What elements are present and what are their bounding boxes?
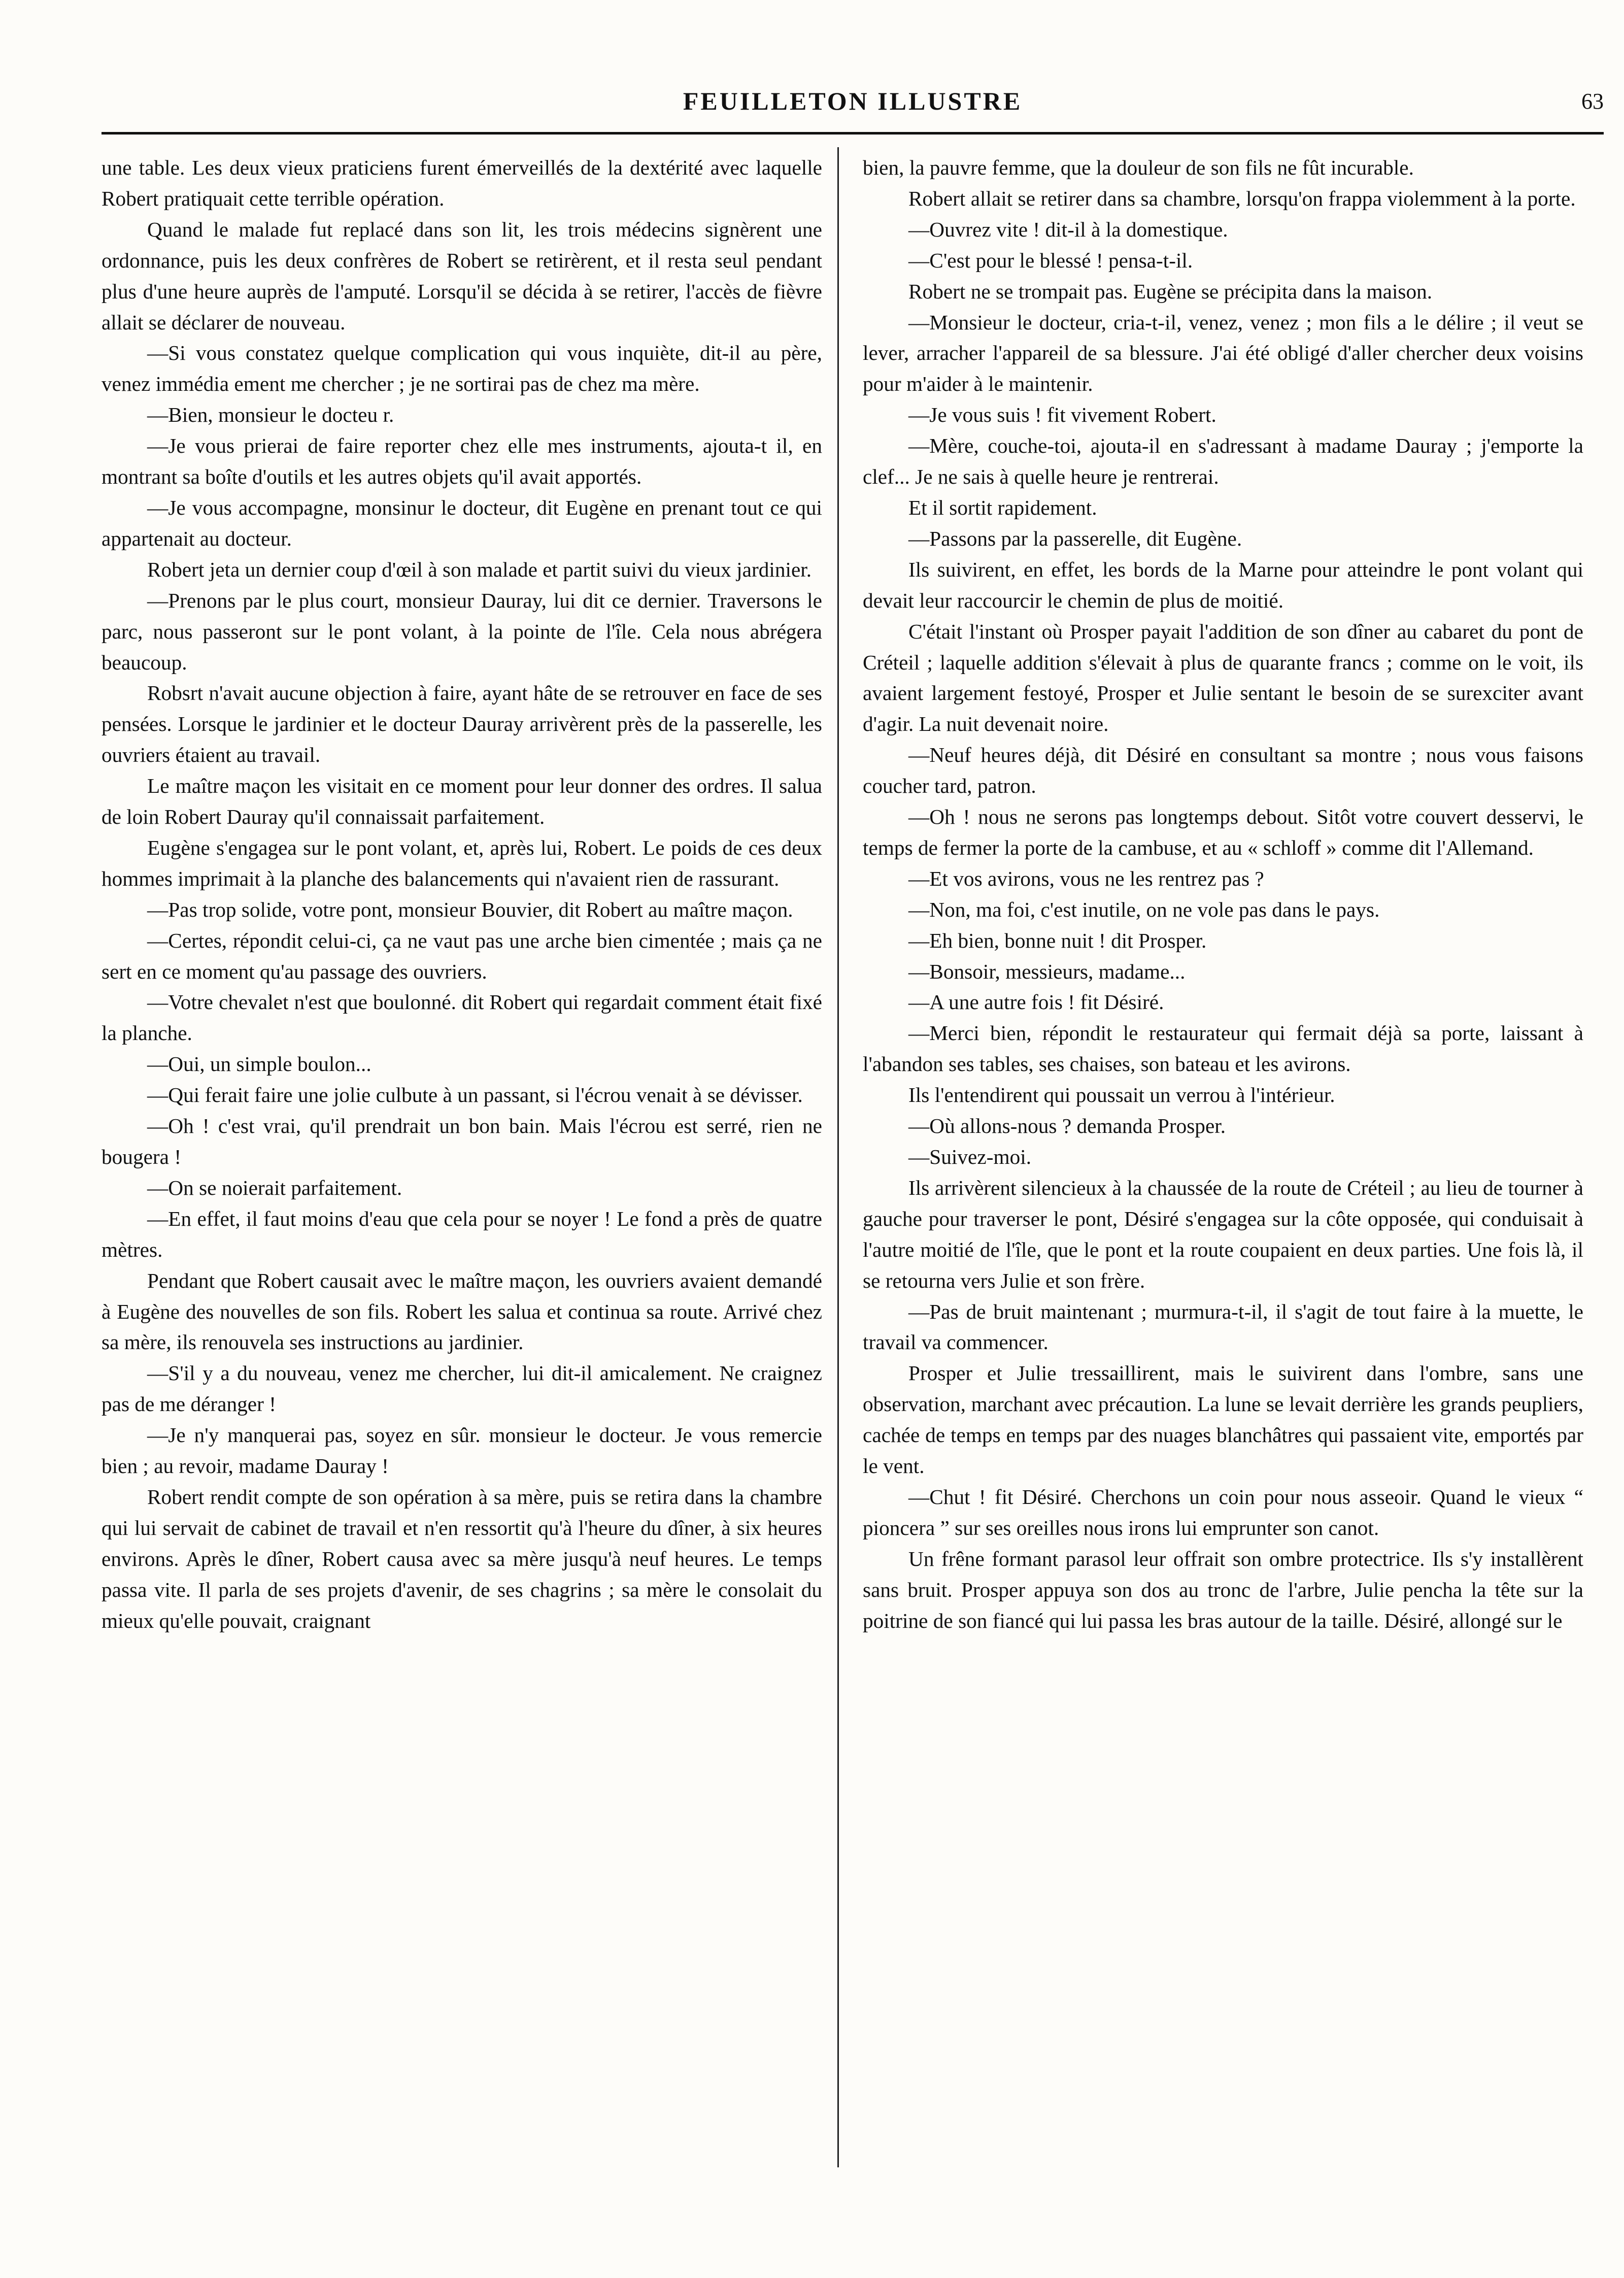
paragraph: —Ouvrez vite ! dit-il à la domestique. xyxy=(908,217,1228,241)
paragraph: —Neuf heures déjà, dit Désiré en consultant sa montre ; nous vous faisons coucher tard, patron. xyxy=(863,743,1583,798)
running-title: FEUILLETON ILLUSTRE xyxy=(683,87,1023,115)
paragraph: Robert allait se retirer dans sa chambre, lorsqu'on frappa violemment à la porte. xyxy=(908,186,1576,210)
paragraph: —Je vous accompagne, monsinur le docteur, dit Eugène en prenant tout ce qui appartenait au docteur. xyxy=(101,495,822,550)
paragraph: Pendant que Robert causait avec le maître maçon, les ouvriers avaient demandé à Eugène des nouvelles de son fils. Robert les salua et continua sa route. Arrivé chez sa mère, ils renouvela ses instructions au jardinier. xyxy=(101,1268,822,1354)
paragraph: Eugène s'engagea sur le pont volant, et, après lui, Robert. Le poids de ces deux hommes imprimait à la planche des balancements qui n'avaient rien de rassurant. xyxy=(101,835,822,890)
paragraph: Ils suivirent, en effet, les bords de la Marne pour atteindre le pont volant qui devait leur raccourcir le chemin de plus de moitié. xyxy=(863,557,1583,612)
paragraph: —Bonsoir, messieurs, madame... xyxy=(908,959,1186,983)
paragraph: —Je vous suis ! fit vivement Robert. xyxy=(908,403,1216,427)
paragraph: Ils l'entendirent qui poussait un verrou à l'intérieur. xyxy=(908,1083,1335,1107)
paragraph: bien, la pauvre femme, que la douleur de son fils ne fût incurable. xyxy=(863,156,1414,179)
paragraph: —Eh bien, bonne nuit ! dit Prosper. xyxy=(908,928,1207,952)
paragraph: —Non, ma foi, c'est inutile, on ne vole pas dans le pays. xyxy=(908,897,1380,921)
header-rule xyxy=(101,132,1604,135)
paragraph: —En effet, il faut moins d'eau que cela pour se noyer ! Le fond a près de quatre mètres. xyxy=(101,1207,822,1261)
paragraph: Robert ne se trompait pas. Eugène se précipita dans la maison. xyxy=(908,279,1433,303)
left-column xyxy=(101,152,822,1636)
paragraph: —Pas de bruit maintenant ; murmura-t-il, il s'agit de tout faire à la muette, le travail va commencer. xyxy=(863,1299,1583,1354)
paragraph: —Suivez-moi. xyxy=(908,1145,1032,1168)
paragraph: —Et vos avirons, vous ne les rentrez pas ? xyxy=(908,866,1264,890)
paragraph: —Pas trop solide, votre pont, monsieur Bouvier, dit Robert au maître maçon. xyxy=(147,897,793,921)
paragraph: —Votre chevalet n'est que boulonné. dit Robert qui regardait comment était fixé la planche. xyxy=(101,990,822,1045)
paragraph: —A une autre fois ! fit Désiré. xyxy=(908,990,1164,1014)
paragraph: Robert jeta un dernier coup d'œil à son malade et partit suivi du vieux jardinier. xyxy=(147,557,812,581)
paragraph: —Monsieur le docteur, cria-t-il, venez, venez ; mon fils a le délire ; il veut se lever, arracher l'appareil de sa blessure. J'ai été obligé d'aller chercher deux voisins pour m'aider à le maintenir. xyxy=(863,310,1583,396)
paragraph: —Qui ferait faire une jolie culbute à un passant, si l'écrou venait à se dévisser. xyxy=(147,1083,803,1107)
paragraph: —Mère, couche-toi, ajouta-il en s'adressant à madame Dauray ; j'emporte la clef... Je ne sais à quelle heure je rentrerai. xyxy=(863,434,1583,489)
paragraph: —S'il y a du nouveau, venez me chercher, lui dit-il amicalement. Ne craignez pas de me déranger ! xyxy=(101,1361,822,1416)
paragraph: une table. Les deux vieux praticiens furent émerveillés de la dextérité avec laquelle Robert pratiquait cette terrible opération. xyxy=(101,156,822,210)
paragraph: Quand le malade fut replacé dans son lit, les trois médecins signèrent une ordonnance, puis les deux confrères de Robert se retirèrent, et il resta seul pendant plus d'une heure auprès de l'amputé. Lorsqu'il se décida à se retirer, l'accès de fièvre allait se déclarer de nouveau. xyxy=(101,217,822,334)
paragraph: Robert rendit compte de son opération à sa mère, puis se retira dans la chambre qui lui servait de cabinet de travail et n'en ressortit qu'à l'heure du dîner, à six heures environs. Après le dîner, Robert causa avec sa mère jusqu'à neuf heures. Le temps passa vite. Il parla de ses projets d'avenir, de ses chagrins ; sa mère le consolait du mieux qu'elle pouvait, craignant xyxy=(101,1485,822,1632)
paragraph: —Passons par la passerelle, dit Eugène. xyxy=(908,526,1242,550)
paragraph: Le maître maçon les visitait en ce moment pour leur donner des ordres. Il salua de loin Robert Dauray qu'il connaissait parfaitement. xyxy=(101,774,822,829)
paragraph: —C'est pour le blessé ! pensa-t-il. xyxy=(908,248,1193,272)
page-number: 63 xyxy=(1581,89,1604,114)
paragraph: —Bien, monsieur le docteu r. xyxy=(147,403,394,427)
column-divider xyxy=(837,147,839,2167)
paragraph: —Je n'y manquerai pas, soyez en sûr. monsieur le docteur. Je vous remercie bien ; au revoir, madame Dauray ! xyxy=(101,1423,822,1478)
paragraph: Et il sortit rapidement. xyxy=(908,495,1097,519)
paragraph: C'était l'instant où Prosper payait l'addition de son dîner au cabaret du pont de Créteil ; laquelle addition s'élevait à plus de quarante francs ; comme on le voit, ils avaient largement festoyé, Prosper et Julie sentant le besoin de se surexciter avant d'agir. La nuit devenait noire. xyxy=(863,619,1583,736)
paragraph: —Oh ! c'est vrai, qu'il prendrait un bon bain. Mais l'écrou est serré, rien ne bougera ! xyxy=(101,1114,822,1168)
page-header xyxy=(101,66,1604,147)
paragraph: Ils arrivèrent silencieux à la chaussée de la route de Créteil ; au lieu de tourner à gauche pour traverser le pont, Désiré s'engagea sur la côte opposée, qui conduisait à l'autre moitié de l'île, que le pont et la route coupaient en deux parties. Une fois là, il se retourna vers Julie et son frère. xyxy=(863,1176,1583,1292)
paragraph: Robsrt n'avait aucune objection à faire, ayant hâte de se retrouver en face de ses pensées. Lorsque le jardinier et le docteur Dauray arrivèrent près de la passerelle, les ouvriers étaient au travail. xyxy=(101,681,822,767)
paragraph: Prosper et Julie tressaillirent, mais le suivirent dans l'ombre, sans une observation, marchant avec précaution. La lune se levait derrière les grands peupliers, cachée de temps en temps par des nuages blanchâtres qui passaient vite, emportés par le vent. xyxy=(863,1361,1583,1478)
paragraph: —Oh ! nous ne serons pas longtemps debout. Sitôt votre couvert desservi, le temps de fermer la porte de la cambuse, et au « schloff » comme dit l'Allemand. xyxy=(863,805,1583,859)
paragraph: —Si vous constatez quelque complication qui vous inquiète, dit-il au père, venez immédia ement me chercher ; je ne sortirai pas de chez ma mère. xyxy=(101,341,822,396)
paragraph: —Prenons par le plus court, monsieur Dauray, lui dit ce dernier. Traversons le parc, nous passeront sur le pont volant, à la pointe de l'île. Cela nous abrégera beaucoup. xyxy=(101,588,822,674)
right-column xyxy=(863,152,1583,1636)
paragraph: —Oui, un simple boulon... xyxy=(147,1052,371,1076)
paragraph: —Certes, répondit celui-ci, ça ne vaut pas une arche bien cimentée ; mais ça ne sert en ce moment qu'au passage des ouvriers. xyxy=(101,928,822,983)
paragraph: —Chut ! fit Désiré. Cherchons un coin pour nous asseoir. Quand le vieux “ pioncera ” sur ses oreilles nous irons lui emprunter son canot. xyxy=(863,1485,1583,1539)
paragraph: —Où allons-nous ? demanda Prosper. xyxy=(908,1114,1226,1138)
paragraph: —Je vous prierai de faire reporter chez elle mes instruments, ajouta-t il, en montrant sa boîte d'outils et les autres objets qu'il avait apportés. xyxy=(101,434,822,489)
paragraph: —On se noierait parfaitement. xyxy=(147,1176,402,1199)
paragraph: —Merci bien, répondit le restaurateur qui fermait déjà sa porte, laissant à l'abandon ses tables, ses chaises, son bateau et les avirons. xyxy=(863,1021,1583,1076)
paragraph: Un frêne formant parasol leur offrait son ombre protectrice. Ils s'y installèrent sans bruit. Prosper appuya son dos au tronc de l'arbre, Julie pencha la tête sur la poitrine de son fiancé qui lui passa les bras autour de la taille. Désiré, allongé sur le xyxy=(863,1547,1583,1632)
